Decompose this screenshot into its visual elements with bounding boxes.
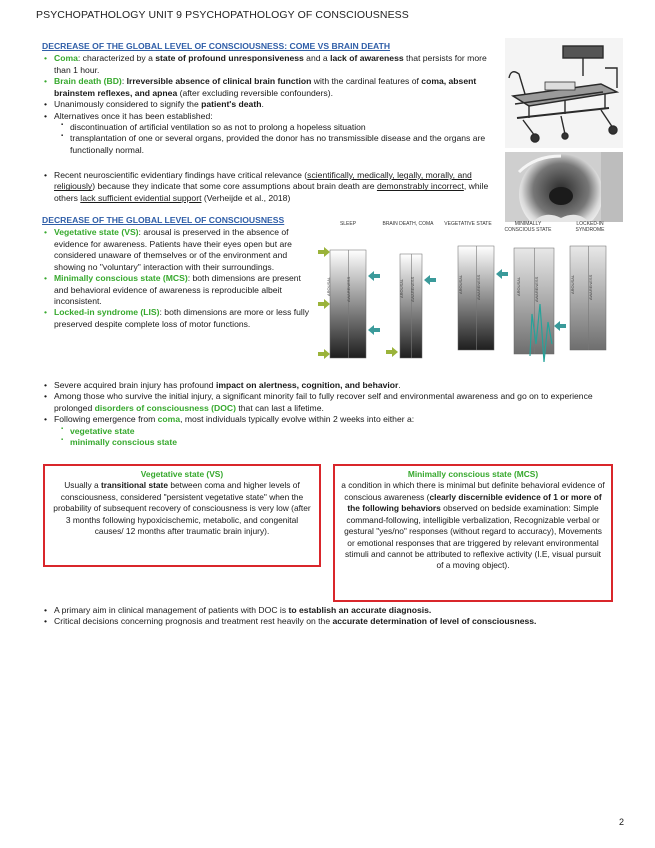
- column-label-vegetative: VEGETATIVE STATE: [444, 221, 492, 227]
- list-item-locked-in: • Locked-in syndrome (LIS): both dimensions are more or less fully preserved despite complete loss of motor functions.: [42, 307, 312, 330]
- list-item-following-emergence: • Following emergence from coma, most individuals typically evolve within 2 weeks into either a: ▪ vegetative state ▪ minimally conscious state: [42, 414, 632, 448]
- axis-label-awareness: AWARENESS: [588, 274, 593, 300]
- list-item-severe-injury: • Severe acquired brain injury has profound impact on alertness, cognition, and behavior.: [42, 380, 632, 391]
- axis-label-awareness: AWARENESS: [346, 276, 351, 302]
- list-item-primary-aim: • A primary aim in clinical management of patients with DOC is to establish an accurate diagnosis.: [42, 605, 632, 616]
- axis-label-arousal: AROUSAL: [326, 276, 331, 296]
- column-label-mcs: MINIMALLY CONSCIOUS STATE: [504, 221, 552, 233]
- box-title-vegetative: Vegetative state (VS): [140, 469, 224, 479]
- consciousness-states-diagram: [318, 222, 626, 364]
- section-diagnosis: [42, 605, 632, 628]
- section-doc: [42, 380, 632, 449]
- section-brain-death: [42, 41, 498, 156]
- axis-label-arousal: AROUSAL: [570, 274, 575, 294]
- sub-item-vegetative: ▪ vegetative state: [58, 426, 632, 437]
- list-item-brain-death: • Brain death (BD): Irreversible absence of clinical brain function with the cardinal features of coma, absent brainstem reflexes, and apnea (after excluding reversible confounders).: [42, 76, 498, 99]
- column-label-brain-death: BRAIN DEATH, COMA: [382, 221, 434, 227]
- list-item-alternatives: • Alternatives once it has been established: ▪ discontinuation of artificial ventilation so as not to prolong a hopeless situation ▪ transplantation of one or several organs, provided the donor has no transmissible disease and the organs are functionally normal.: [42, 111, 498, 157]
- page-number: 2: [618, 817, 624, 827]
- column-label-locked-in: LOCKED-IN SYNDROME: [575, 221, 605, 233]
- list-item-recent-evidence: • Recent neuroscientific evidentiary findings have critical relevance (scientifically, medically, legally, morally, and religiously) because they indicate that some core assumptions about brain death are demonstrably incorrect, while others lack sufficient evidential support (Verheijde et al., 2018): [42, 170, 507, 204]
- box-vegetative-state: [43, 464, 321, 567]
- box-text-mcs: a condition in which there is minimal but definite behavioral evidence of conscious awareness (clearly discernible evidence of 1 or more of the following behaviors observed on bedside examination: Simple command-following, intelligible verbalization, Recognizable verbal or gestural "yes/no" responses (without regard to accuracy), Movements or emotional responses that are triggered by relevant environmental stimuli and cannot be attributed to reflexive activity (I.E, visual pursuit of a moving object).: [341, 480, 605, 571]
- axis-label-arousal: AROUSAL: [399, 278, 404, 298]
- page-title: PSYCHOPATHOLOGY UNIT 9 PSYCHOPATHOLOGY OF CONSCIOUSNESS: [36, 9, 409, 21]
- list-item-minimally-conscious: • Minimally conscious state (MCS): both dimensions are present and behavioral evidence of awareness is reproducible albeit inconsistent.: [42, 273, 312, 307]
- box-minimally-conscious-state: [333, 464, 613, 602]
- section-heading-global-level: DECREASE OF THE GLOBAL LEVEL OF CONSCIOUSNESS: [42, 215, 285, 225]
- axis-label-arousal: AROUSAL: [458, 274, 463, 294]
- box-text-vegetative: Usually a transitional state between coma and higher levels of consciousness, considered "persistent vegetative state" when the probability of subsequent recovery of consciousness is very low (after 3 months following hypoxicischemic, metabolic, and congenital causes/ 12 months after traumatic brain injury).: [53, 480, 311, 537]
- sub-item-mcs: ▪ minimally conscious state: [58, 437, 632, 448]
- section-heading-coma-vs-brain-death: DECREASE OF THE GLOBAL LEVEL OF CONSCIOUSNESS: COME VS BRAIN DEATH: [42, 41, 391, 51]
- list-item-among-survivors: • Among those who survive the initial injury, a significant minority fail to fully recover self and environmental awareness and go on to experience prolonged disorders of consciousness (DOC) that can last a lifetime.: [42, 391, 632, 414]
- axis-label-arousal: AROUSAL: [516, 276, 521, 296]
- list-item-critical-decisions: • Critical decisions concerning prognosis and treatment rest heavily on the accurate determination of level of consciousness.: [42, 616, 632, 627]
- list-item-unanimously: • Unanimously considered to signify the patient's death.: [42, 99, 498, 110]
- axis-label-awareness: AWARENESS: [476, 274, 481, 300]
- axis-label-awareness: AWARENESS: [534, 276, 539, 302]
- section-global-level: [42, 215, 312, 330]
- sub-item-ventilation: ▪ discontinuation of artificial ventilation so as not to prolong a hopeless situation: [58, 122, 498, 133]
- list-item-coma: • Coma: characterized by a state of profound unresponsiveness and a lack of awareness that persists for more than 1 hour.: [42, 53, 498, 76]
- list-item-vegetative-state: • Vegetative state (VS): arousal is preserved in the absence of evidence for awareness. Patients have their eyes open but are considered unaware of themselves or of the environment and showing no "voluntary" interaction with their surroundings.: [42, 227, 312, 273]
- hospital-bed-image: [505, 38, 623, 148]
- column-label-sleep: SLEEP: [339, 221, 357, 227]
- sub-item-transplantation: ▪ transplantation of one or several organs, provided the donor has no transmissible disease and the organs are functionally normal.: [58, 133, 498, 156]
- box-title-mcs: Minimally conscious state (MCS): [407, 469, 539, 479]
- axis-label-awareness: AWARENESS: [410, 276, 415, 302]
